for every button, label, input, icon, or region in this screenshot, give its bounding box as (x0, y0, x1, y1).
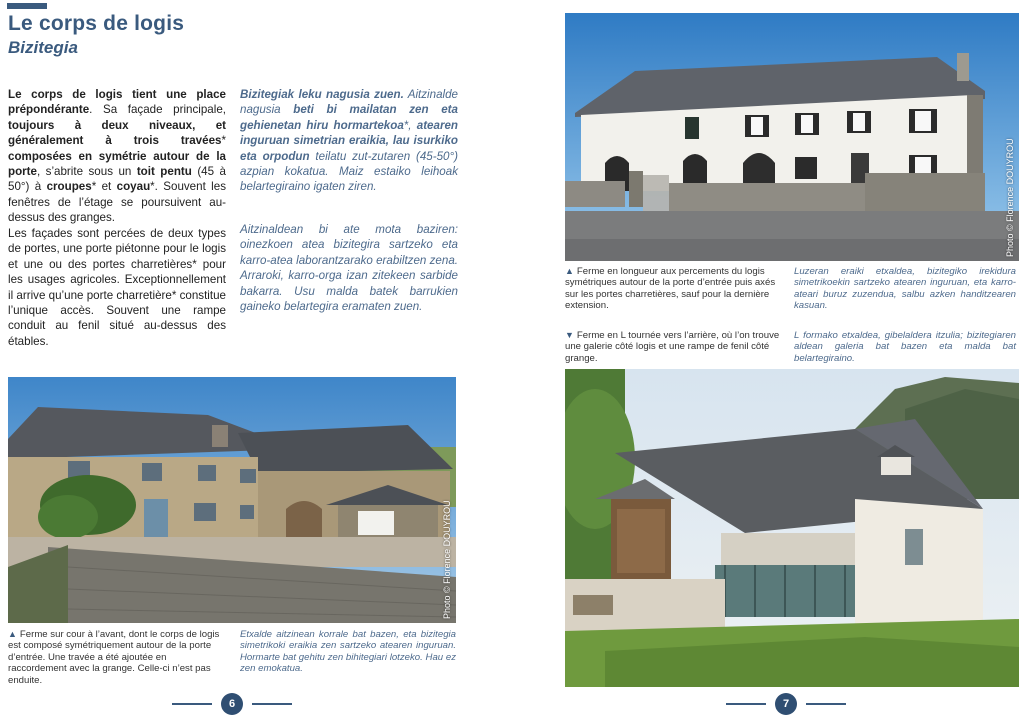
folio-rule (726, 703, 766, 705)
text-run: * et (91, 180, 117, 194)
french-paragraph-2 (8, 226, 226, 349)
folio-circle: 7 (775, 693, 797, 715)
text-run: *, (403, 118, 417, 132)
page-number-left (172, 692, 292, 716)
folio-rule (252, 703, 292, 705)
basque-paragraph-1 (240, 87, 458, 195)
caption-top-right-1-fr: ▲ Ferme en longueur aux percements du logis symétriques autour de la porte d’entrée puis axés sur les portes charretières, sauf pour la dernière extension. (565, 266, 776, 312)
caption-top-right-1-eu: Luzeran eraiki etxaldea, bizitegiko irekidura simetrikoekin sartzeko atearen inguruan, eta karro-ateari buruz zuzendua, salbu azken handitzearen kasuan. (794, 266, 1016, 312)
text-run: croupes (46, 180, 92, 194)
page-right (512, 0, 1024, 718)
caption-arrow-icon: ▼ (565, 330, 574, 340)
folio-rule (172, 703, 212, 705)
page-subtitle: Bizitegia (8, 38, 78, 57)
photo-credit: Photo © Florence DOUYROU (442, 500, 452, 619)
photo-farm-courtyard (8, 377, 456, 623)
text-run: *. Souvent les fenêtres de l’étage se poursuivent au-dessus des granges. (8, 180, 226, 225)
text-run: atearen inguruan simetrian eraikia, lau isurkiko eta orpodun (240, 118, 458, 163)
text-run: Les façades sont percées de deux types de portes, une porte piétonne pour le logis et une ou des portes charretières* pour les usages agricoles. Exceptionnellement il arrive qu’une porte charretière* constitue l’unique accès. Souvent une rampe conduit au fenil situé au-dessus des étables. (8, 227, 226, 348)
text-run: toujours à deux niveaux, et généralement à trois travées (8, 118, 226, 148)
text-run: (45 à 50°) à (8, 165, 226, 194)
folio-rule (806, 703, 846, 705)
photo-l-shaped-farm (565, 369, 1019, 687)
photo-long-farmhouse (565, 13, 1019, 261)
caption-bottom-left-eu: Etxalde aitzinean korrale bat bazen, eta bizitegia simetrikoki eraikia zen sartzeko atearen inguruan. Hormarte bat gehitu zen bihitegiari lotzeko. Hau ez zen emokatua. (240, 629, 456, 675)
folio-circle: 6 (221, 693, 243, 715)
text-run: toit pentu (136, 165, 192, 179)
caption-bottom-left-fr: ▲ Ferme sur cour à l’avant, dont le corps de logis est composé symétriquement autour de la porte d’entrée. Une travée a été ajoutée en raccordement avec la grange. Celle-ci n’est pas enduite. (8, 629, 220, 686)
caption-top-right-2-eu: L formako etxaldea, gibelaldera itzulia; bizitegiaren aldean galeria bat bazen eta malda bat belartegiraino. (794, 330, 1016, 364)
text-run: Aitzinalde nagusia (240, 88, 459, 117)
caption-arrow-icon: ▲ (8, 629, 17, 639)
text-run: composées en symétrie autour de la porte (8, 149, 226, 179)
photo-credit: Photo © Florence DOUYROU (1005, 138, 1015, 257)
text-run: teilatu zut-zutaren (45-50°) azpian kokatua. Maiz estaiko leihoak belartegiraino igaten ziren. (240, 149, 459, 194)
text-run: beti bi mailatan zen eta gehienetan hiru hormartekoa (240, 103, 458, 132)
text-run: Aitzinaldean bi ate mota baziren: oinezkoen atea bizitegira sartzeko eta karro-atea laborantzarako erabiltzen zena. Arraroki, karro-orga izan zitekeen sarbide bakarra. Usu malda batek barrukien gaineko belartegira eramaten zuen. (240, 223, 458, 314)
text-run: * (221, 134, 226, 148)
page-number-right (726, 692, 846, 716)
text-run: . Sa façade principale, (89, 103, 226, 117)
text-run: Le corps de logis tient une place prépondérante (8, 88, 226, 117)
title-accent-bar (7, 3, 47, 9)
basque-paragraph-2 (240, 222, 458, 314)
caption-arrow-icon: ▲ (565, 266, 574, 276)
page-title: Le corps de logis (8, 12, 185, 35)
caption-top-right-2-fr: ▼ Ferme en L tournée vers l’arrière, où l’on trouve une galerie côté logis et une rampe de fenil côté grange. (565, 330, 780, 364)
text-run: , s’abrite sous un (36, 165, 137, 179)
text-run: Bizitegiak leku nagusia zuen. (240, 88, 404, 101)
french-paragraph-1 (8, 87, 226, 226)
text-run: coyau (116, 180, 151, 194)
